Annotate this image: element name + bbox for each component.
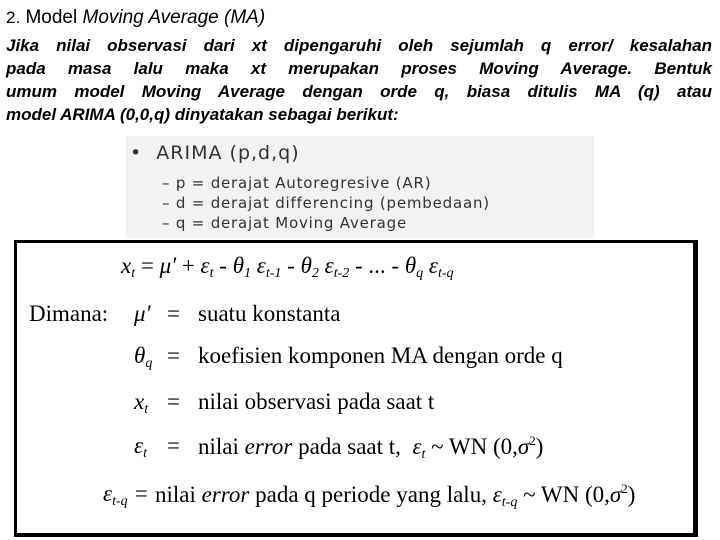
arima-title: • ARIMA (p,d,q): [130, 142, 300, 164]
paragraph-line: umum model Moving Average dengan orde q, biasa ditulis MA (q) atau: [6, 82, 712, 101]
intro-paragraph: [6, 34, 712, 126]
definition-symbol: $\varepsilon_{t-q}$ =: [103, 481, 149, 509]
definition-symbol: $x_t$: [134, 389, 149, 417]
definition-text: koefisien komponen MA dengan orde q: [198, 343, 563, 368]
ma-formula-box: $x_t = \mu' + \varepsilon_t - \theta_1$ $\varepsilon_{t-1} - \theta_2$ $\varepsilon_{t-2}$ - ... - $\theta_q$ $\varepsilon_{t-q}$ Dimana: μ' = suatu konstanta $\theta_q$ = koefisien komponen MA dengan orde q $x_t$ = nilai observasi pada saat t $\varepsilon_t$ = nilai error pada saat t, $\varepsilon_t$ ~ WN $(0,\sigma^2)$ $\varepsilon_{t-q}$ = nilai error pada q periode yang lalu, $\varepsilon_{t-q}$ ~ WN $(0,\sigma^2)$: [14, 240, 698, 537]
arima-title-text: ARIMA (p,d,q): [156, 142, 300, 164]
section-title-plain: Model: [25, 7, 78, 28]
definition-text: nilai error pada q periode yang lalu, $\varepsilon_{t-q}$ ~ WN $(0,\sigma^2)$: [155, 481, 636, 510]
ma-equation: $x_t = \mu' + \varepsilon_t - \theta_1$ $\varepsilon_{t-1} - \theta_2$ $\varepsilon_{t-2}$ - ... - $\theta_q$ $\varepsilon_{t-q}$: [121, 253, 454, 281]
arima-item-text: q = derajat Moving Average: [175, 214, 407, 232]
definition-text: nilai observasi pada saat t: [198, 389, 435, 414]
section-title-italic: Moving Average (MA): [82, 7, 266, 28]
definition-symbol: μ': [134, 301, 151, 326]
definition-text: suatu konstanta: [198, 301, 341, 326]
arima-definition-box: [126, 136, 594, 238]
arima-item-text: d = derajat differencing (pembedaan): [175, 194, 490, 212]
section-heading: [6, 6, 265, 30]
definition-symbol: $\theta_q$: [134, 343, 153, 371]
definition-symbol: $\varepsilon_t$: [134, 433, 147, 461]
arima-item-p: – p = derajat Autoregresive (AR): [162, 174, 432, 192]
arima-item-d: – d = derajat differencing (pembedaan): [162, 194, 490, 212]
section-number: 2.: [6, 8, 21, 27]
arima-item-text: p = derajat Autoregresive (AR): [175, 174, 432, 192]
definition-text: nilai error pada saat t, $\varepsilon_t$ ~ WN $(0,\sigma^2)$: [198, 433, 544, 462]
paragraph-line: model ARIMA (0,0,q) dinyatakan sebagai berikut:: [6, 105, 399, 124]
paragraph-line: pada masa lalu maka xt merupakan proses Moving Average. Bentuk: [6, 59, 712, 78]
arima-item-q: – q = derajat Moving Average: [162, 214, 407, 232]
where-label: Dimana:: [29, 301, 109, 326]
paragraph-line: Jika nilai observasi dari xt dipengaruhi oleh sejumlah q error/ kesalahan: [6, 36, 712, 55]
